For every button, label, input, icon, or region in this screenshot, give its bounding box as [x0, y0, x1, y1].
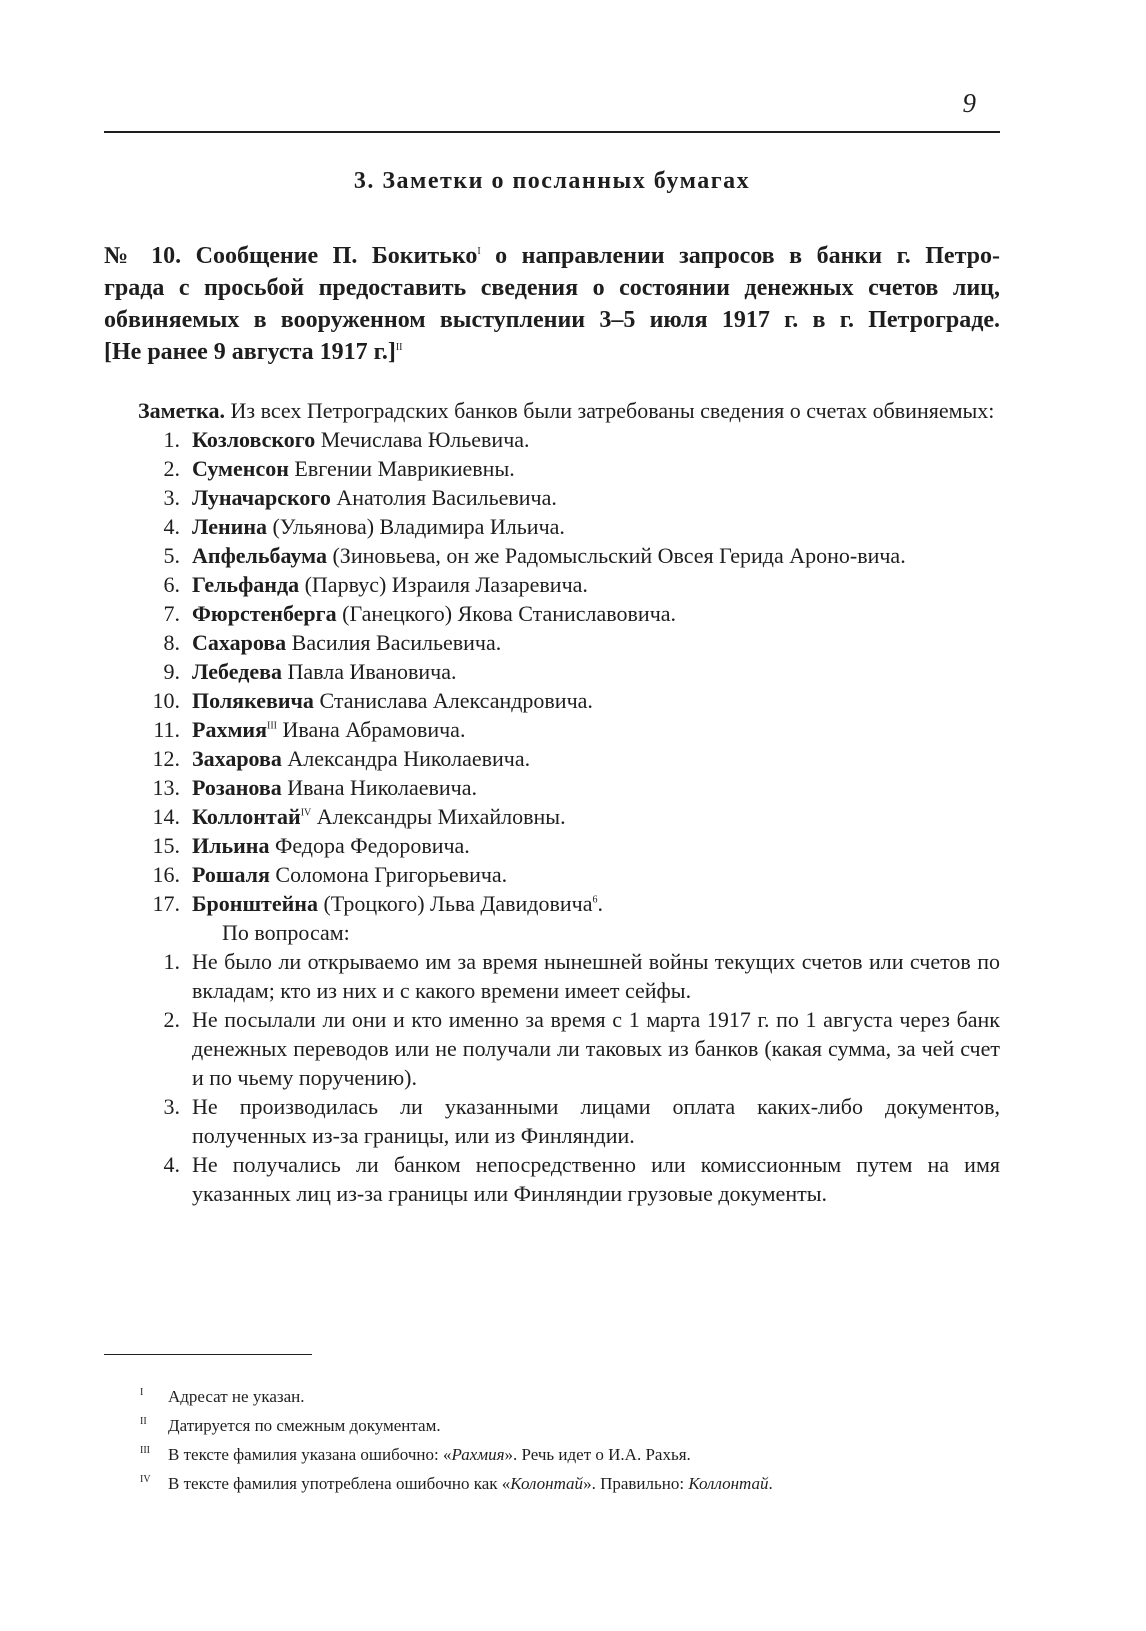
section-title: 3. Заметки о посланных бумагах [353, 168, 751, 194]
body-text [104, 396, 1000, 1208]
list-item: 3. Не производилась ли указанными лицами оплата каких-либо документов, полученных из-за границы, или из Финляндии. [163, 1094, 1000, 1148]
footnote-ref[interactable]: IV [300, 807, 312, 819]
list-item: 14. Коллонтай$^{IV}$ Александры Михайловны. [152, 804, 566, 829]
page-number: 9 [962, 88, 976, 118]
footnote: II Датируется по смежным документам. [104, 1411, 1000, 1440]
list-item: 1. Не было ли открываемо им за время нынешней войны текущих счетов или счетов по вкладам; кто из них и с какого времени имеет сейфы. [163, 949, 1000, 1003]
heading-line: обвиняемых в вооруженном выступлении 3–5 июля 1917 г. в г. Петрограде. [104, 307, 1000, 333]
list-item: 10. Полякевича Станислава Александровича. [152, 688, 593, 713]
list-item: 11. Рахмия$^{III}$ Ивана Абрамовича. [153, 717, 466, 742]
list-item: 12. Захарова Александра Николаевича. [152, 746, 531, 771]
list-item: 3. Луначарского Анатолия Васильевича. [163, 485, 557, 510]
footnote: I Адресат не указан. [104, 1382, 1000, 1411]
note-label: Заметка. [138, 398, 226, 423]
list-item: 2. Суменсон Евгении Маврикиевны. [163, 456, 515, 481]
footnote-ref[interactable]: III [267, 720, 278, 732]
footnote-mark: II [140, 1416, 147, 1427]
footnote-mark: IV [140, 1474, 151, 1485]
list-item: 16. Рошаля Соломона Григорьевича. [152, 862, 508, 887]
document-heading [104, 240, 1000, 368]
footnote-mark: III [140, 1445, 150, 1456]
heading-line: № 10. Сообщение П. Бокитько$^I$ о направлении запросов в банки г. Петро- [104, 243, 1000, 269]
footnote-mark: I [140, 1387, 144, 1398]
list-item: 17. Бронштейна (Троцкого) Льва Давидовича$^6$. [152, 891, 603, 916]
list-item: 9. Лебедева Павла Ивановича. [163, 659, 457, 684]
questions-list [104, 947, 1000, 1208]
footnote-ref[interactable]: II [395, 342, 403, 353]
note-text: Из всех Петроградских банков были затребованы сведения о счетах обвиняемых: [225, 398, 995, 423]
list-item: 1. Козловского Мечислава Юльевича. [163, 427, 530, 452]
footnote-ref[interactable]: I [477, 246, 481, 257]
note-paragraph [104, 396, 1000, 425]
list-item: 15. Ильина Федора Федоровича. [152, 833, 470, 858]
questions-label: По вопросам: [222, 920, 350, 945]
list-item: 4. Ленина (Ульянова) Владимира Ильича. [163, 514, 565, 539]
footnote: III В тексте фамилия указана ошибочно: «Рахмия». Речь идет о И.А. Рахья. [104, 1440, 1000, 1469]
heading-line: [Не ранее 9 августа 1917 г.]$^{II}$ [104, 339, 403, 365]
heading-line: града с просьбой предоставить сведения о состоянии денежных счетов лиц, [104, 275, 1000, 301]
footnote: IV В тексте фамилия употреблена ошибочно как «Колонтай». Правильно: Коллонтай. [104, 1469, 1000, 1498]
names-list [104, 425, 1000, 918]
list-item: 7. Фюрстенберга (Ганецкого) Якова Станиславовича. [163, 601, 677, 626]
endnote-ref[interactable]: 6 [592, 894, 598, 906]
header-rule [104, 131, 1000, 133]
footnotes [104, 1382, 1000, 1498]
list-item: 4. Не получались ли банком непосредственно или комиссионным путем на имя указанных лиц из-за границы или Финляндии грузовые документы. [163, 1152, 1000, 1206]
list-item: 8. Сахарова Василия Васильевича. [163, 630, 502, 655]
list-item: 13. Розанова Ивана Николаевича. [152, 775, 477, 800]
list-item: 5. Апфельбаума (Зиновьева, он же Радомысльский Овсея Герида Ароно-вича. [163, 543, 906, 568]
list-item: 2. Не посылали ли они и кто именно за время с 1 марта 1917 г. по 1 августа через банк денежных переводов или не получали ли таковых из банков (какая сумма, за чей счет и по чьему поручению). [163, 1007, 1000, 1090]
footnote-rule [104, 1354, 312, 1355]
list-item: 6. Гельфанда (Парвус) Израиля Лазаревича. [163, 572, 588, 597]
